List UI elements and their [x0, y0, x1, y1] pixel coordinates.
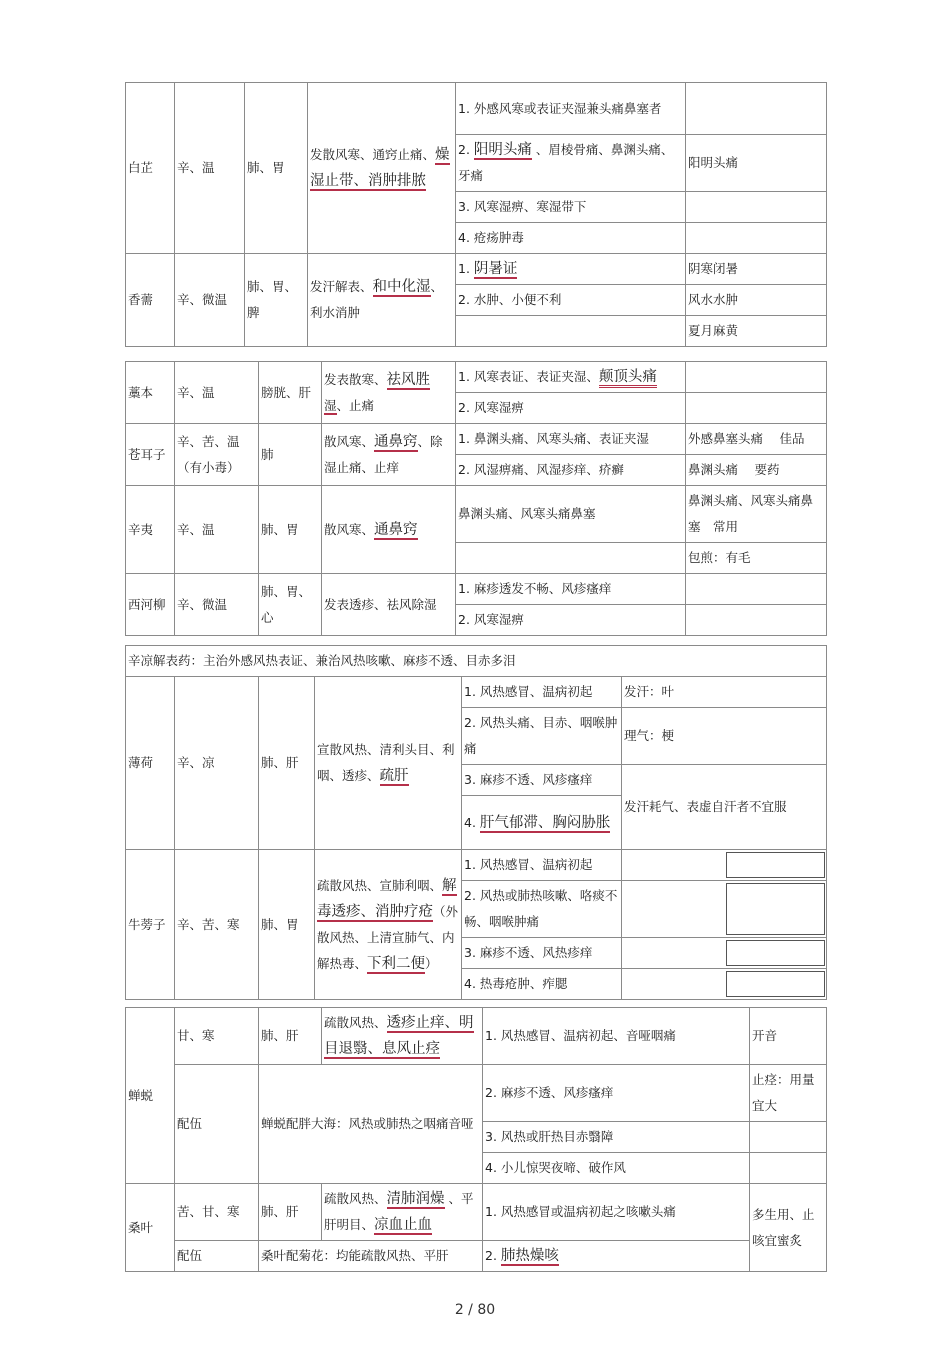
empty-box — [726, 883, 825, 935]
ind-key: 肺热燥咳 — [500, 1248, 559, 1264]
ind-num: 1. — [458, 261, 474, 276]
indication — [456, 316, 686, 347]
note — [686, 192, 827, 223]
indication: 4. 小儿惊哭夜啼、破作风 — [483, 1153, 750, 1184]
effect-key: 清肺润燥 — [386, 1191, 445, 1207]
indication: 鼻渊头痛、风寒头痛鼻塞 — [456, 486, 686, 543]
effect-text: 发汗解表、 — [310, 279, 373, 294]
effect-text: 、 — [444, 1015, 460, 1031]
herb-effect — [322, 362, 456, 424]
note: 夏月麻黄 — [686, 316, 827, 347]
pair-text: 蝉蜕配胖大海：风热或肺热之咽痛音哑 — [259, 1065, 483, 1184]
note — [686, 83, 827, 135]
indication: 2. 风热头痛、目赤、咽喉肿痛 — [462, 708, 622, 765]
herb-meridian: 膀胱、肝 — [259, 362, 322, 424]
indication: 3. 麻疹不透、风热疹痒 — [462, 938, 622, 969]
effect-key: 和中化湿 — [372, 279, 431, 295]
effect-key: 透疹止痒 — [386, 1015, 445, 1031]
note — [686, 223, 827, 254]
note — [686, 393, 827, 424]
herb-effect: 发表透疹、祛风除湿 — [322, 574, 456, 636]
herb-name: 白芷 — [126, 83, 175, 254]
herb-taste: 辛、温 — [175, 486, 259, 574]
indication: 3. 风寒湿痹、寒湿带下 — [456, 192, 686, 223]
herb-effect — [315, 677, 462, 850]
herb-meridian: 肺 — [259, 424, 322, 486]
indication: 1. 外感风寒或表证夹湿兼头痛鼻塞者 — [456, 83, 686, 135]
ind-num: 4. — [464, 814, 480, 830]
empty-box — [726, 971, 825, 997]
indication: 4. 热毒疮肿、痄腮 — [462, 969, 622, 1000]
note — [622, 938, 827, 969]
note: 开音 — [750, 1008, 827, 1065]
herb-effect — [315, 850, 462, 1000]
note: 包煎：有毛 — [686, 543, 827, 574]
indication — [483, 1241, 750, 1272]
indication — [456, 543, 686, 574]
note — [622, 969, 827, 1000]
note: 发汗：叶 — [622, 677, 827, 708]
note — [686, 362, 827, 393]
herb-meridian: 肺、胃、脾 — [245, 254, 308, 347]
effect-text: 疏散风热、宣肺利咽、 — [317, 877, 443, 893]
note: 阴寒闭暑 — [686, 254, 827, 285]
herb-name: 西河柳 — [126, 574, 175, 636]
herb-name: 辛夷 — [126, 486, 175, 574]
herb-meridian: 肺、肝 — [259, 1008, 322, 1065]
page-number: 2 / 80 — [454, 1302, 496, 1318]
indication: 2. 麻疹不透、风疹瘙痒 — [483, 1065, 750, 1122]
table-jiebiao-2 — [125, 361, 827, 636]
effect-text: 、利水消肿 — [310, 279, 444, 320]
herb-meridian: 肺、胃 — [259, 850, 315, 1000]
pair-label: 配伍 — [175, 1065, 259, 1184]
note — [686, 605, 827, 636]
herb-taste: 辛、微温 — [175, 574, 259, 636]
effect-key: 消肿疗疮 — [375, 903, 433, 920]
herb-meridian: 肺、胃 — [259, 486, 322, 574]
effect-text: （外散风热、上清宣肺气、内解热毒、 — [317, 903, 459, 971]
note — [622, 881, 827, 938]
indication: 2. 风热或肺热咳嗽、咯痰不畅、咽喉肿痛 — [462, 881, 622, 938]
herb-taste: 辛、凉 — [175, 677, 259, 850]
effect-key: 疏肝 — [379, 768, 409, 784]
effect-key: 解毒透疹、 — [317, 877, 457, 920]
effect-key: 通鼻窍 — [374, 521, 418, 538]
herb-meridian: 肺、胃、心 — [259, 574, 322, 636]
herb-taste: 辛、温 — [175, 362, 259, 424]
note — [686, 574, 827, 605]
herb-effect — [322, 424, 456, 486]
indication: 1. 风热感冒、温病初起 — [462, 850, 622, 881]
note: 发汗耗气、表虚自汗者不宜服 — [622, 765, 827, 850]
ind-key: 阳明头痛 — [473, 142, 532, 158]
herb-name: 苍耳子 — [126, 424, 175, 486]
herb-effect — [322, 1008, 483, 1065]
section-header: 辛凉解表药：主治外感风热表证、兼治风热咳嗽、麻疹不透、目赤多泪 — [126, 646, 827, 677]
effect-key: 明目退翳、息风止痉 — [324, 1015, 474, 1057]
indication: 2. 水肿、小便不利 — [456, 285, 686, 316]
indication: 3. 麻疹不透、风疹瘙痒 — [462, 765, 622, 796]
indication: 1. 风热感冒或温病初起之咳嗽头痛 — [483, 1184, 750, 1241]
effect-text: 散风寒、 — [324, 521, 375, 537]
herb-taste: 辛、微温 — [175, 254, 245, 347]
effect-key: 凉血止血 — [374, 1217, 433, 1233]
effect-key: 湿 — [324, 397, 337, 413]
herb-name: 藁本 — [126, 362, 175, 424]
effect-text: 疏散风热、 — [324, 1015, 387, 1030]
effect-text: 、平肝明目、 — [324, 1191, 474, 1232]
indication: 1. 麻疹透发不畅、风疹瘙痒 — [456, 574, 686, 605]
herb-effect — [308, 83, 456, 254]
effect-text: 疏散风热、 — [324, 1191, 387, 1206]
table-chantui-sangye — [125, 1007, 827, 1272]
effect-key: 燥湿止带、 — [310, 147, 450, 189]
herb-meridian: 肺、胃 — [245, 83, 308, 254]
herb-meridian: 肺、肝 — [259, 1184, 322, 1241]
note: 鼻渊头痛、风寒头痛鼻塞 常用 — [686, 486, 827, 543]
effect-text: 、除湿止痛、止痒 — [324, 433, 443, 475]
herb-effect — [308, 254, 456, 347]
indication: 2. 风湿痹痛、风湿疹痒、疥癣 — [456, 455, 686, 486]
empty-box — [726, 852, 825, 878]
effect-key: 下利二便 — [367, 955, 426, 972]
effect-text: 发散风寒、通窍止痛、 — [310, 147, 436, 162]
herb-name: 香薷 — [126, 254, 175, 347]
effect-text: 发表散寒、 — [324, 371, 387, 387]
herb-taste: 甘、寒 — [175, 1008, 259, 1065]
empty-box — [726, 940, 825, 966]
effect-key: 通鼻窍 — [374, 433, 418, 450]
indication: 1. 鼻渊头痛、风寒头痛、表证夹湿 — [456, 424, 686, 455]
ind-num: 2. — [458, 142, 474, 157]
indication: 4. 疮疡肿毒 — [456, 223, 686, 254]
ind-text: 1. 风寒表证、表证夹湿、 — [458, 369, 599, 384]
indication: 1. 风热感冒、温病初起 — [462, 677, 622, 708]
indication — [456, 135, 686, 192]
herb-meridian: 肺、肝 — [259, 677, 315, 850]
indication: 2. 风寒湿痹 — [456, 393, 686, 424]
effect-text: ） — [425, 955, 438, 971]
note — [750, 1122, 827, 1153]
indication: 3. 风热或肝热目赤翳障 — [483, 1122, 750, 1153]
herb-taste: 辛、苦、温（有小毒） — [175, 424, 259, 486]
note: 理气：梗 — [622, 708, 827, 765]
indication — [456, 254, 686, 285]
herb-taste: 辛、苦、寒 — [175, 850, 259, 1000]
herb-taste: 苦、甘、寒 — [175, 1184, 259, 1241]
effect-key: 消肿排脓 — [368, 173, 426, 189]
table-xinliang — [125, 645, 827, 1000]
indication: 2. 风寒湿痹 — [456, 605, 686, 636]
ind-key: 颠顶头痛 — [599, 369, 657, 388]
ind-num: 2. — [485, 1248, 501, 1263]
herb-name: 牛蒡子 — [126, 850, 175, 1000]
pair-text: 桑叶配菊花：均能疏散风热、平肝 — [259, 1241, 483, 1272]
herb-effect — [322, 486, 456, 574]
indication — [456, 362, 686, 393]
indication: 1. 风热感冒、温病初起、音哑咽痛 — [483, 1008, 750, 1065]
herb-taste: 辛、温 — [175, 83, 245, 254]
note: 止痉：用量宜大 — [750, 1065, 827, 1122]
pair-label: 配伍 — [175, 1241, 259, 1272]
effect-text: 宣散风热、清利头目、利咽、透疹、 — [317, 742, 455, 783]
effect-key: 祛风胜 — [386, 371, 431, 388]
herb-effect — [322, 1184, 483, 1241]
effect-text: 、止痛 — [336, 397, 375, 413]
table-jiebiao-1 — [125, 82, 827, 347]
ind-rest: 、眉棱骨痛、鼻渊头痛、牙痛 — [458, 142, 674, 183]
note: 多生用、止咳宜蜜炙 — [750, 1184, 827, 1272]
herb-name: 薄荷 — [126, 677, 175, 850]
note: 阳明头痛 — [686, 135, 827, 192]
herb-name: 蝉蜕 — [126, 1008, 175, 1184]
indication — [462, 796, 622, 850]
herb-name: 桑叶 — [126, 1184, 175, 1272]
note — [750, 1153, 827, 1184]
ind-key: 阴暑证 — [473, 261, 518, 277]
note: 风水水肿 — [686, 285, 827, 316]
note: 鼻渊头痛 要药 — [686, 455, 827, 486]
note — [622, 850, 827, 881]
ind-key: 肝气郁滞、胸闷胁胀 — [479, 814, 611, 831]
effect-text: 散风寒、 — [324, 433, 375, 449]
note: 外感鼻塞头痛 佳品 — [686, 424, 827, 455]
